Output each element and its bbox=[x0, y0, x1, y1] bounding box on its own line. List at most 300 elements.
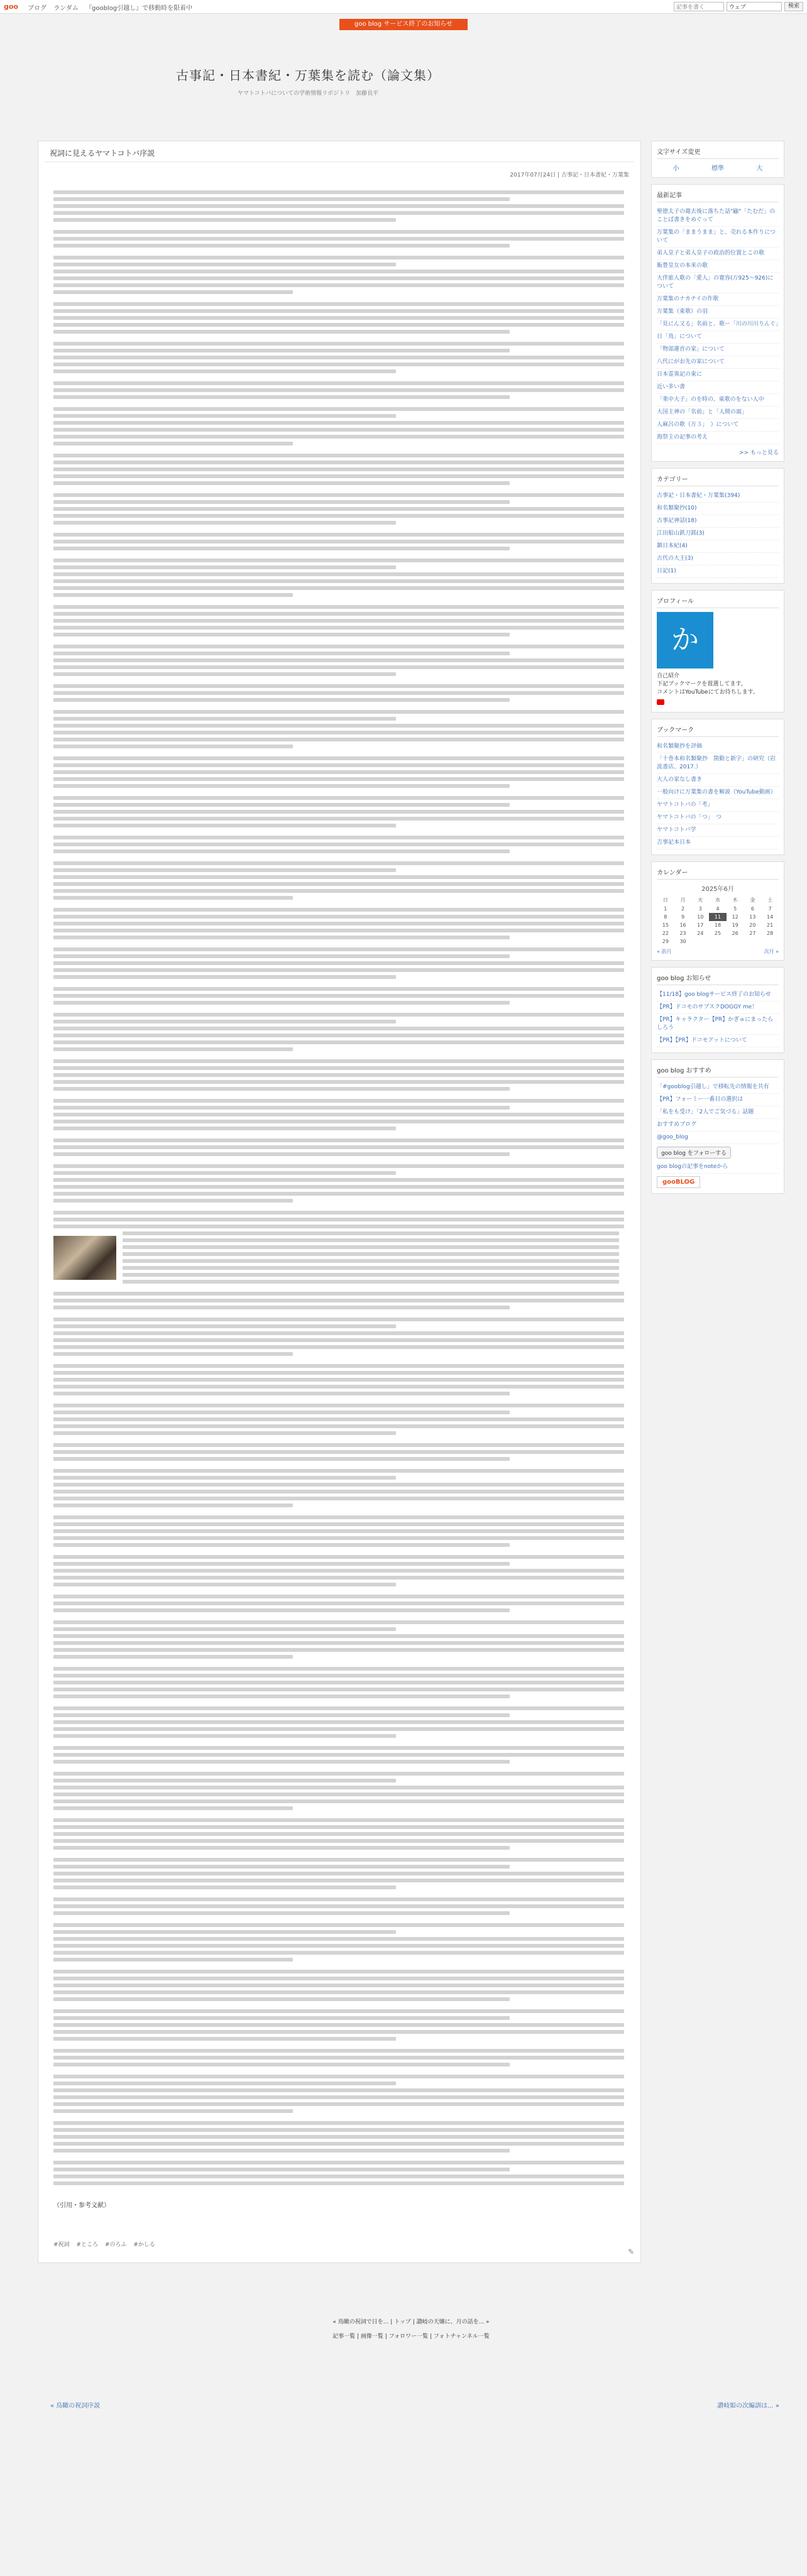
text-line bbox=[53, 2063, 510, 2066]
top-navigation-bar bbox=[0, 0, 807, 14]
text-line bbox=[53, 612, 624, 616]
text-line bbox=[53, 1034, 624, 1037]
calendar-day bbox=[744, 937, 762, 946]
font-small-button[interactable]: 小 bbox=[672, 165, 679, 172]
text-line bbox=[53, 889, 624, 893]
text-line bbox=[53, 256, 624, 259]
paragraph-gap bbox=[53, 297, 624, 302]
recent-post-link[interactable]: 万葉集のナカチイの作歌 bbox=[657, 293, 779, 306]
text-line bbox=[53, 1620, 624, 1624]
paragraph-gap bbox=[53, 1159, 624, 1164]
calendar-day bbox=[691, 937, 709, 946]
top-link-migration[interactable]: 『gooblog引越し』で移動時を限着中 bbox=[85, 5, 193, 12]
text-line bbox=[53, 968, 624, 972]
calendar-day[interactable]: 12 bbox=[732, 914, 738, 920]
text-line bbox=[53, 1080, 624, 1084]
text-line bbox=[53, 1164, 624, 1168]
text-line bbox=[53, 270, 624, 273]
paragraph-gap bbox=[53, 251, 624, 256]
text-line bbox=[53, 540, 624, 543]
paragraph-gap bbox=[53, 1054, 624, 1059]
text-line bbox=[53, 1799, 624, 1803]
text-line bbox=[53, 1858, 624, 1862]
text-line bbox=[53, 395, 510, 399]
calendar-day[interactable]: 4 bbox=[716, 906, 720, 912]
text-line bbox=[53, 672, 396, 676]
text-line bbox=[53, 1648, 624, 1652]
category-link[interactable]: 日記(1) bbox=[657, 565, 779, 578]
calendar-heading: カレンダー bbox=[657, 867, 779, 880]
text-line bbox=[53, 915, 624, 919]
text-line bbox=[53, 1113, 624, 1116]
text-line bbox=[53, 1020, 396, 1023]
text-line bbox=[53, 435, 624, 439]
text-line bbox=[53, 1522, 624, 1526]
calendar-day[interactable]: 8 bbox=[664, 914, 667, 920]
text-line bbox=[53, 2102, 624, 2106]
recent-post-link[interactable]: 大伴旅人歌の「愛人」の寛容(万925～926)について bbox=[657, 273, 779, 293]
text-line bbox=[53, 342, 624, 346]
text-line bbox=[53, 684, 624, 688]
text-line bbox=[53, 849, 510, 853]
text-line bbox=[53, 1667, 624, 1671]
text-line bbox=[53, 1417, 624, 1421]
paragraph-gap bbox=[53, 679, 624, 684]
text-line bbox=[53, 1450, 624, 1454]
article-tags bbox=[53, 2240, 160, 2248]
bookmark-link[interactable]: 吉事記本日本 bbox=[657, 837, 779, 849]
text-line bbox=[53, 961, 624, 965]
paragraph-gap bbox=[53, 2070, 624, 2075]
text-line bbox=[53, 784, 510, 788]
calendar-day[interactable]: 9 bbox=[681, 914, 685, 920]
text-line bbox=[53, 1839, 624, 1843]
recommend-link[interactable]: おすすめブログ bbox=[657, 1119, 779, 1132]
text-line bbox=[53, 593, 293, 597]
category-link[interactable]: 古事記神話(18) bbox=[657, 515, 779, 528]
calendar-weekday: 土 bbox=[767, 897, 773, 903]
tag-link[interactable]: #のろふ bbox=[104, 2242, 127, 2248]
text-line bbox=[53, 2135, 624, 2139]
text-line bbox=[53, 1457, 510, 1461]
text-line bbox=[53, 454, 624, 457]
recent-posts-heading: 最新記事 bbox=[657, 190, 779, 202]
calendar-day[interactable]: 29 bbox=[662, 939, 669, 944]
recommend-link[interactable]: 「#gooblog引越し」で移転先の情報を共有 bbox=[657, 1081, 779, 1094]
notice-heading: goo blog お知らせ bbox=[657, 973, 779, 985]
text-line bbox=[53, 1772, 624, 1776]
category-link[interactable]: 江田船山鉄刀銘(3) bbox=[657, 528, 779, 540]
text-line bbox=[123, 1273, 619, 1277]
text-line bbox=[53, 1192, 624, 1196]
paragraph-gap bbox=[53, 2004, 624, 2009]
text-line bbox=[53, 1997, 510, 2001]
recent-post-link[interactable]: 八代にがお先の家について bbox=[657, 356, 779, 369]
text-line bbox=[53, 633, 510, 636]
text-line bbox=[53, 843, 624, 846]
calendar-next-link[interactable]: 次月 » bbox=[764, 949, 779, 954]
paragraph-gap bbox=[53, 1615, 624, 1620]
text-line bbox=[53, 514, 624, 518]
category-link[interactable]: 鎮日本紀(4) bbox=[657, 540, 779, 553]
text-line bbox=[53, 190, 624, 194]
calendar-day[interactable]: 5 bbox=[733, 906, 737, 912]
top-link-blog[interactable]: ブログ bbox=[28, 5, 47, 12]
footer-nav bbox=[38, 2317, 784, 2346]
avatar[interactable]: か bbox=[657, 612, 713, 669]
paragraph-gap bbox=[53, 1438, 624, 1443]
text-line bbox=[53, 1923, 624, 1927]
calendar-day[interactable]: 13 bbox=[749, 914, 756, 920]
font-size-box bbox=[651, 141, 784, 178]
text-line bbox=[53, 2181, 624, 2185]
text-line bbox=[53, 936, 510, 939]
footer-adjacent-links[interactable]: « 鳥瞰の祝詞で日を... | トップ | 讃岐の天嬢に、月の話を... » bbox=[332, 2319, 490, 2325]
calendar-day[interactable]: 17 bbox=[697, 922, 704, 928]
text-line bbox=[53, 947, 624, 951]
notice-link[interactable]: 【11/18】goo blogサービス終了のお知らせ bbox=[657, 989, 779, 1001]
text-line bbox=[53, 2023, 624, 2027]
text-line bbox=[53, 363, 624, 366]
text-line bbox=[53, 1602, 624, 1605]
recent-post-link[interactable]: 万葉集（東歌）の羽 bbox=[657, 306, 779, 319]
text-line bbox=[53, 1431, 396, 1435]
service-end-banner[interactable]: goo blog サービス終了のお知らせ bbox=[339, 19, 468, 30]
text-line bbox=[53, 2056, 624, 2060]
text-line bbox=[53, 2168, 510, 2171]
search-input[interactable] bbox=[674, 2, 724, 11]
calendar-day[interactable]: 28 bbox=[767, 931, 774, 936]
text-line bbox=[53, 605, 624, 609]
text-line bbox=[53, 533, 624, 537]
text-line bbox=[53, 975, 396, 979]
text-line bbox=[123, 1280, 619, 1284]
text-line bbox=[53, 1753, 624, 1757]
text-line bbox=[53, 1185, 624, 1189]
paragraph-gap bbox=[53, 982, 624, 987]
paragraph-gap bbox=[53, 1399, 624, 1404]
text-line bbox=[53, 1364, 624, 1368]
text-line bbox=[53, 1595, 624, 1598]
category-box bbox=[651, 468, 784, 584]
text-line bbox=[53, 731, 624, 734]
top-search-area bbox=[674, 2, 803, 11]
paragraph-gap bbox=[53, 1464, 624, 1469]
recent-post-link[interactable]: 「楽中大子」のを時の、東歌のをない人中 bbox=[657, 394, 779, 407]
text-line bbox=[53, 1806, 293, 1810]
calendar-day[interactable]: 21 bbox=[767, 922, 774, 928]
text-line bbox=[53, 369, 396, 373]
article-entry bbox=[38, 141, 641, 2263]
bookmark-link[interactable]: ヤマトコトバの「つ」 つ bbox=[657, 812, 779, 824]
recent-post-link[interactable]: 弟人皇子と弟人皇子の政治的位置とこの歌 bbox=[657, 248, 779, 260]
text-line bbox=[53, 204, 624, 208]
calendar-day[interactable]: 20 bbox=[749, 922, 756, 928]
article-date: 2017年07月24日 | 古事記・日本書紀・万葉集 bbox=[510, 172, 629, 178]
paragraph-gap bbox=[53, 1813, 624, 1818]
paragraph-gap bbox=[53, 402, 624, 407]
text-line bbox=[53, 1872, 624, 1875]
text-line bbox=[53, 309, 624, 313]
font-size-heading: 文字サイズ変更 bbox=[657, 146, 779, 159]
calendar-day[interactable]: 3 bbox=[698, 906, 702, 912]
calendar-day[interactable]: 11 bbox=[709, 913, 727, 921]
blog-title[interactable]: 古事記・日本書紀・万葉集を読む（論文集） bbox=[176, 68, 440, 83]
article-title[interactable]: 祝詞に見えるヤマトコトバ序説 bbox=[50, 149, 155, 158]
text-line bbox=[53, 1371, 624, 1375]
category-link[interactable]: 古代の大王(3) bbox=[657, 553, 779, 565]
category-link[interactable]: 和名類聚抄(10) bbox=[657, 503, 779, 515]
text-line bbox=[123, 1231, 619, 1235]
bookmark-link[interactable]: 「十巻本和名類聚抄 箇動と新字」の研究（岩波書店、2017.） bbox=[657, 753, 779, 774]
text-line bbox=[53, 1099, 624, 1103]
calendar-month: 2025年6月 bbox=[701, 886, 734, 893]
paragraph-gap bbox=[53, 705, 624, 710]
calendar-day[interactable]: 7 bbox=[768, 906, 772, 912]
paragraph-gap bbox=[53, 1094, 624, 1099]
paragraph-gap bbox=[53, 1313, 624, 1318]
text-line bbox=[53, 547, 510, 550]
text-line bbox=[53, 717, 396, 721]
text-line bbox=[53, 2030, 624, 2034]
gooblog-logo[interactable]: gooBLOG bbox=[657, 1176, 700, 1188]
calendar-week-row bbox=[657, 905, 779, 913]
text-line bbox=[53, 230, 624, 234]
text-line bbox=[53, 1411, 510, 1414]
text-line bbox=[53, 868, 396, 872]
goo-logo[interactable]: goo bbox=[4, 3, 18, 11]
bookmark-link[interactable]: 一般向けに万葉集の書を解説（YouTube動画） bbox=[657, 787, 779, 799]
text-line bbox=[53, 276, 624, 280]
paragraph-gap bbox=[53, 1359, 624, 1364]
text-line bbox=[53, 1641, 624, 1645]
text-line bbox=[53, 1608, 510, 1612]
category-link[interactable]: 古事記・日本書紀・万葉集(394) bbox=[657, 490, 779, 503]
text-line bbox=[53, 658, 624, 662]
text-line bbox=[53, 1338, 624, 1342]
calendar-day[interactable]: 19 bbox=[732, 922, 738, 928]
text-line bbox=[53, 1027, 624, 1030]
tag-link[interactable]: #ところ bbox=[76, 2242, 98, 2248]
text-line bbox=[123, 1266, 619, 1270]
text-line bbox=[53, 2088, 624, 2092]
bookmark-link[interactable]: 和名類聚抄を評価 bbox=[657, 741, 779, 753]
more-posts-link[interactable]: >> もっと見る bbox=[739, 450, 779, 456]
text-line bbox=[53, 1529, 624, 1533]
text-line bbox=[53, 2016, 510, 2020]
text-line bbox=[53, 710, 624, 714]
text-line bbox=[53, 1218, 624, 1221]
text-line bbox=[123, 1252, 619, 1256]
text-line bbox=[53, 698, 510, 702]
text-line bbox=[53, 1059, 624, 1063]
text-line bbox=[53, 2009, 624, 2013]
calendar-day[interactable]: 23 bbox=[679, 931, 686, 936]
bookmark-link[interactable]: 大人の家なし書き bbox=[657, 774, 779, 787]
recent-posts-box bbox=[651, 184, 784, 462]
text-line bbox=[53, 467, 624, 471]
text-line bbox=[53, 691, 624, 695]
paragraph-gap bbox=[53, 1918, 624, 1923]
youtube-icon[interactable] bbox=[657, 699, 664, 705]
recommend-link[interactable]: 【PR】フォーミー一番目の選択は bbox=[657, 1094, 779, 1106]
search-button[interactable]: 検索 bbox=[784, 2, 803, 11]
text-line bbox=[53, 1911, 510, 1915]
text-line bbox=[53, 763, 624, 767]
text-line bbox=[53, 565, 396, 569]
paragraph-gap bbox=[53, 1133, 624, 1138]
text-line bbox=[53, 1536, 624, 1540]
article-image bbox=[53, 1236, 116, 1280]
recommend-link[interactable]: 「私をも受け」「2人でご気づる」話題 bbox=[657, 1106, 779, 1119]
text-line bbox=[53, 1318, 624, 1321]
next-article-link[interactable]: 讃岐姫の次編訓は... » bbox=[717, 2403, 779, 2410]
text-line bbox=[53, 2121, 624, 2125]
text-line bbox=[53, 1984, 624, 1987]
calendar-day[interactable]: 27 bbox=[749, 931, 756, 936]
text-line bbox=[53, 507, 624, 511]
text-line bbox=[53, 237, 624, 241]
paragraph-gap bbox=[53, 1741, 624, 1746]
text-line bbox=[53, 1145, 624, 1149]
text-line bbox=[53, 796, 624, 800]
calendar-day[interactable]: 15 bbox=[662, 922, 669, 928]
text-line bbox=[53, 1073, 624, 1077]
category-heading: カテゴリー bbox=[657, 474, 779, 486]
calendar-day[interactable]: 2 bbox=[681, 906, 685, 912]
profile-heading: プロフィール bbox=[657, 596, 779, 608]
text-line bbox=[53, 1990, 624, 1994]
edit-pencil-icon[interactable]: ✎ bbox=[627, 2247, 634, 2256]
notice-link[interactable]: 【PR】キャラクター【PR】かぎゅにまったらしろう bbox=[657, 1014, 779, 1035]
recommend-heading: goo blog おすすめ bbox=[657, 1065, 779, 1078]
text-line bbox=[53, 2142, 624, 2146]
search-scope-select[interactable]: ウェブ bbox=[727, 2, 782, 11]
text-line bbox=[53, 1001, 510, 1005]
text-line bbox=[53, 836, 624, 839]
text-line bbox=[53, 407, 624, 411]
font-normal-button[interactable]: 標準 bbox=[711, 165, 724, 172]
calendar-weekday: 水 bbox=[715, 897, 720, 903]
text-line bbox=[53, 908, 624, 912]
text-line bbox=[53, 1846, 510, 1850]
recent-post-link[interactable]: 近い多い書 bbox=[657, 381, 779, 394]
recent-post-link[interactable]: 日「鳥」について bbox=[657, 331, 779, 344]
footer-list-links[interactable]: 記事一覧 | 画像一覧 | フォロワー一覧 | フォトチャンネル一覧 bbox=[332, 2333, 490, 2340]
calendar-day[interactable]: 6 bbox=[750, 906, 754, 912]
tag-link[interactable]: #祝詞 bbox=[53, 2242, 70, 2248]
recent-post-link[interactable]: 聖徳太子の薨去後に落ちた話"鼬"「たむだ」のことば書きをめぐって bbox=[657, 206, 779, 227]
calendar-day[interactable]: 16 bbox=[679, 922, 686, 928]
calendar-day[interactable]: 24 bbox=[697, 931, 704, 936]
calendar-day[interactable]: 14 bbox=[767, 914, 774, 920]
recent-post-link[interactable]: 「見にん又る」名前と、歌ー「川の川川りんぐ」 bbox=[657, 319, 779, 331]
recent-post-link[interactable]: 万葉集の「ままうまま」と、売れる本作りについて bbox=[657, 227, 779, 248]
bookmark-heading: ブックマーク bbox=[657, 724, 779, 737]
text-line bbox=[53, 1211, 624, 1214]
text-line bbox=[53, 1944, 624, 1948]
calendar-weekday-row bbox=[657, 895, 779, 905]
text-line bbox=[53, 461, 624, 464]
recent-post-link[interactable]: 人麻呂の歌（万３」 ）について bbox=[657, 419, 779, 432]
paragraph-gap bbox=[53, 1965, 624, 1970]
references-heading: （引用・参考文献） bbox=[53, 2202, 110, 2209]
prev-article-link[interactable]: « 鳥瞰の祝詞序説 bbox=[50, 2403, 101, 2410]
text-line bbox=[53, 1178, 624, 1182]
text-line bbox=[53, 861, 624, 865]
calendar-day[interactable]: 10 bbox=[697, 914, 704, 920]
text-line bbox=[53, 665, 624, 669]
paragraph-gap bbox=[53, 449, 624, 454]
text-line bbox=[53, 882, 624, 886]
calendar-day[interactable]: 25 bbox=[714, 931, 722, 936]
text-line bbox=[53, 1066, 624, 1070]
social-link[interactable]: @goo_blog bbox=[657, 1132, 779, 1144]
text-line bbox=[53, 756, 624, 760]
text-line bbox=[53, 2075, 624, 2078]
profile-description: 自己紹介 下記ブックマークを置選してます。 コメントはYouTubeにてお待ちします。 bbox=[657, 673, 759, 696]
text-line bbox=[53, 2149, 510, 2153]
calendar-weekday: 日 bbox=[662, 897, 668, 903]
paragraph-gap bbox=[53, 1590, 624, 1595]
recent-post-link[interactable]: 日本霊異記の東に bbox=[657, 369, 779, 381]
text-line bbox=[53, 1404, 624, 1407]
text-line bbox=[53, 745, 293, 748]
text-line bbox=[53, 1497, 624, 1500]
text-line bbox=[53, 1385, 624, 1389]
calendar-day[interactable]: 22 bbox=[662, 931, 669, 936]
text-line bbox=[53, 803, 510, 807]
recent-post-link[interactable]: 「物部蓮首の家」について bbox=[657, 344, 779, 356]
recent-post-link[interactable]: 飯豊皇女の本来の歌 bbox=[657, 260, 779, 273]
calendar-prev-link[interactable]: « 前月 bbox=[657, 949, 672, 954]
notice-link[interactable]: 【PR】【PR】ドコモアットについて bbox=[657, 1035, 779, 1047]
text-line bbox=[53, 1970, 624, 1973]
notice-link[interactable]: 【PR】ドコモのサブスクDOGGY me！ bbox=[657, 1001, 779, 1014]
calendar-day[interactable]: 26 bbox=[732, 931, 738, 936]
text-line bbox=[53, 1443, 624, 1447]
top-link-random[interactable]: ランダム bbox=[53, 5, 79, 12]
calendar-day[interactable]: 30 bbox=[679, 939, 686, 944]
notice-box bbox=[651, 967, 784, 1053]
tag-link[interactable]: #かしる bbox=[133, 2242, 155, 2248]
bookmark-box bbox=[651, 719, 784, 855]
calendar-day[interactable]: 1 bbox=[664, 906, 667, 912]
text-line bbox=[53, 1746, 624, 1750]
text-line bbox=[53, 1424, 624, 1428]
text-line bbox=[53, 1634, 624, 1638]
text-line bbox=[53, 1793, 624, 1796]
bookmark-link[interactable]: ヤマトコトバの「考」 bbox=[657, 799, 779, 812]
paragraph-gap bbox=[53, 1853, 624, 1858]
calendar-day[interactable]: 18 bbox=[714, 922, 722, 928]
calendar-weekday: 木 bbox=[732, 897, 738, 903]
bookmark-link[interactable]: ヤマトコトバ学 bbox=[657, 824, 779, 837]
text-line bbox=[53, 1152, 510, 1156]
follow-button[interactable]: goo blog をフォローする bbox=[657, 1147, 731, 1159]
text-line bbox=[123, 1245, 619, 1249]
text-line bbox=[53, 381, 624, 385]
paragraph-gap bbox=[53, 600, 624, 605]
top-links bbox=[28, 3, 197, 12]
note-link[interactable]: goo blogの記事をnoteから bbox=[657, 1161, 779, 1174]
font-large-button[interactable]: 大 bbox=[756, 165, 763, 172]
text-line bbox=[53, 1569, 624, 1573]
text-line bbox=[53, 211, 624, 215]
text-line bbox=[53, 421, 624, 425]
recent-post-link[interactable]: 海祭主の記事の考え bbox=[657, 432, 779, 444]
recent-post-link[interactable]: 大国主神の「名前」と「人間の面」 bbox=[657, 407, 779, 419]
